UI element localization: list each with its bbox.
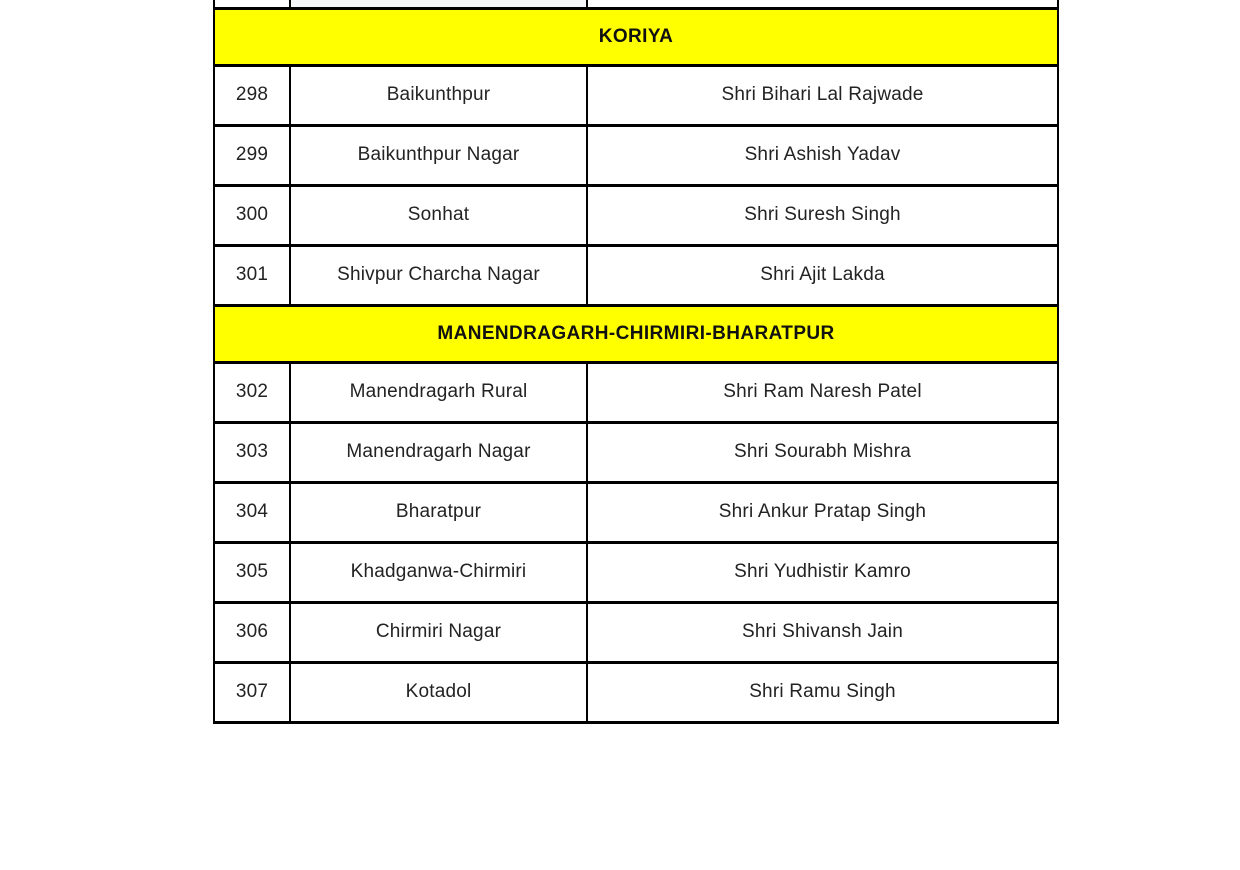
- constituency-cell: Sonhat: [291, 187, 588, 244]
- name-cell: [588, 0, 1057, 7]
- name-cell: Shri Shivansh Jain: [742, 621, 903, 643]
- table-row: [215, 187, 1057, 247]
- table-row-partial: [215, 0, 1057, 10]
- serial-cell: 301: [215, 247, 291, 304]
- table-row: [215, 247, 1057, 307]
- section-title: MANENDRAGARH-CHIRMIRI-BHARATPUR: [437, 323, 835, 344]
- constituency-cell: Bharatpur: [291, 484, 588, 541]
- table-row: [215, 664, 1057, 724]
- name-cell: Shri Suresh Singh: [744, 204, 901, 226]
- name-cell: Shri Yudhistir Kamro: [734, 561, 911, 583]
- table-row: [215, 544, 1057, 604]
- serial-cell: 304: [215, 484, 291, 541]
- constituency-cell: Baikunthpur Nagar: [291, 127, 588, 184]
- constituency-cell: Manendragarh Rural: [291, 364, 588, 421]
- constituency-cell: Manendragarh Nagar: [291, 424, 588, 481]
- serial-cell: 305: [215, 544, 291, 601]
- table-row: [215, 127, 1057, 187]
- table-row: [215, 604, 1057, 664]
- serial-cell: 302: [215, 364, 291, 421]
- name-cell: Shri Ramu Singh: [749, 681, 896, 703]
- constituency-table: [213, 0, 1059, 724]
- constituency-cell: Khadganwa-Chirmiri: [291, 544, 588, 601]
- constituency-cell: Baikunthpur: [291, 67, 588, 124]
- name-cell: Shri Ashish Yadav: [744, 144, 901, 166]
- constituency-cell: Shivpur Charcha Nagar: [291, 247, 588, 304]
- constituency-cell: Kotadol: [291, 664, 588, 721]
- serial-cell: 306: [215, 604, 291, 661]
- section-header-manendragarh-chirmiri-bharatpur: [215, 307, 1057, 364]
- name-cell: Shri Ram Naresh Patel: [723, 381, 922, 403]
- section-header-koriya: [215, 10, 1057, 67]
- section-title: KORIYA: [598, 26, 674, 47]
- serial-cell: 299: [215, 127, 291, 184]
- serial-cell: 300: [215, 187, 291, 244]
- table-row: [215, 424, 1057, 484]
- table-row: [215, 67, 1057, 127]
- constituency-cell-shaded: [291, 0, 588, 7]
- constituency-cell: Chirmiri Nagar: [291, 604, 588, 661]
- name-cell: Shri Ajit Lakda: [760, 264, 885, 286]
- serial-cell: 303: [215, 424, 291, 481]
- name-cell: Shri Ankur Pratap Singh: [718, 501, 927, 523]
- serial-cell: 307: [215, 664, 291, 721]
- name-cell: Shri Sourabh Mishra: [734, 441, 911, 463]
- table-row: [215, 364, 1057, 424]
- table-row: [215, 484, 1057, 544]
- name-cell: Shri Bihari Lal Rajwade: [721, 84, 924, 106]
- serial-cell: [215, 0, 291, 7]
- serial-cell: 298: [215, 67, 291, 124]
